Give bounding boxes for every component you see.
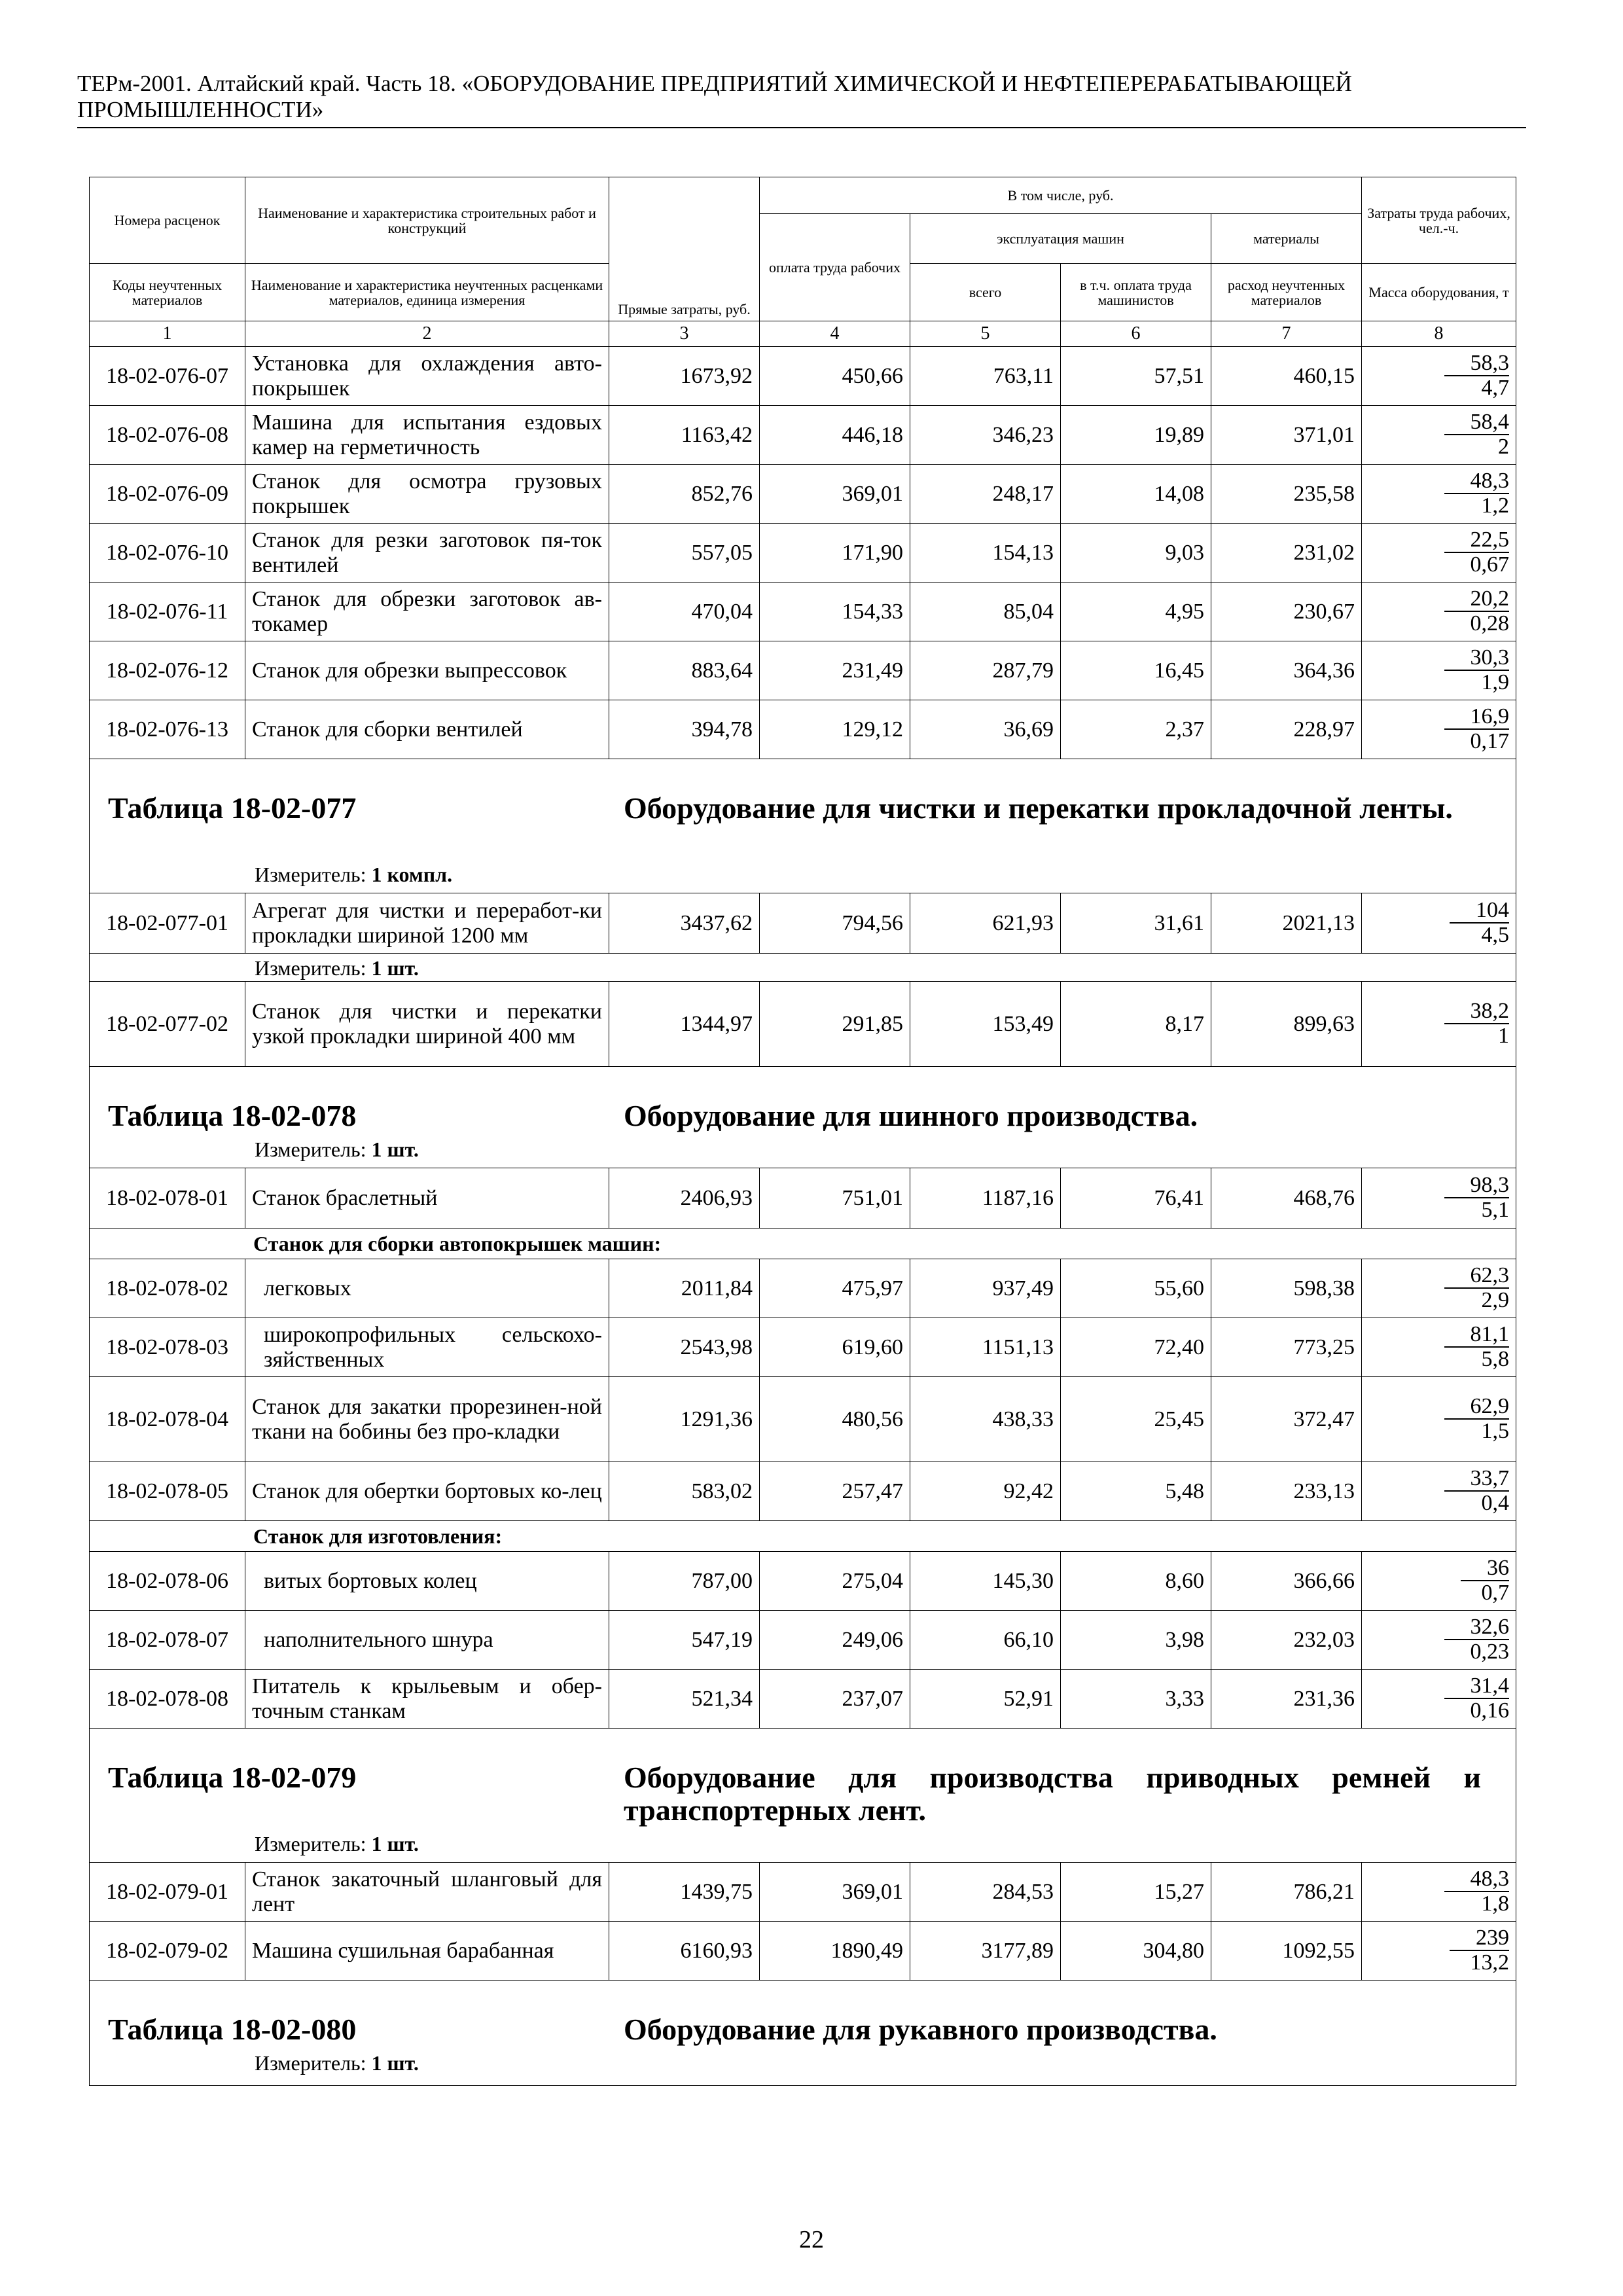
rate-code: 18-02-076-09	[90, 465, 245, 524]
rate-value-c7: 1092,55	[1211, 1922, 1362, 1981]
labor-hours: 32,6	[1444, 1615, 1510, 1640]
rate-value-c3: 557,05	[609, 524, 760, 583]
equipment-mass: 0,28	[1470, 611, 1510, 636]
labor-hours: 33,7	[1444, 1467, 1510, 1492]
rate-value-c7: 235,58	[1211, 465, 1362, 524]
equipment-mass: 2	[1498, 435, 1510, 459]
col-machine-ops: эксплуатация машин	[910, 214, 1211, 264]
rate-name: широкопрофильных сельскохо-зяйственных	[245, 1318, 609, 1377]
labor-mass-fraction	[1444, 1615, 1510, 1664]
rate-value-c6: 16,45	[1061, 641, 1211, 700]
equipment-mass: 0,7	[1481, 1581, 1510, 1605]
rate-name: Станок браслетный	[245, 1168, 609, 1229]
col-index: 8	[1362, 321, 1516, 347]
table-title: Оборудование для производства приводных ремней и транспортерных лент.	[624, 1761, 1481, 1827]
rate-value-c6: 31,61	[1061, 893, 1211, 954]
equipment-mass: 5,1	[1481, 1198, 1510, 1222]
labor-hours: 62,3	[1444, 1264, 1510, 1289]
rate-value-c5: 763,11	[910, 347, 1061, 406]
measure-label: Измеритель:	[255, 956, 366, 980]
equipment-mass: 1,9	[1481, 670, 1510, 694]
labor-mass-fraction	[1450, 899, 1509, 947]
rate-value-c5: 145,30	[910, 1552, 1061, 1611]
labor-mass-cell	[1362, 1611, 1516, 1670]
labor-mass-fraction	[1444, 1264, 1510, 1312]
col-labor: Затраты труда рабочих, чел.-ч.	[1362, 177, 1516, 264]
labor-mass-fraction	[1444, 1467, 1510, 1515]
rate-code: 18-02-076-08	[90, 406, 245, 465]
labor-hours: 30,3	[1444, 646, 1510, 671]
rate-value-c6: 57,51	[1061, 347, 1211, 406]
rate-value-c4: 171,90	[760, 524, 910, 583]
rate-row	[90, 1863, 1516, 1922]
rate-value-c7: 899,63	[1211, 982, 1362, 1067]
labor-hours: 36	[1461, 1556, 1509, 1581]
rate-value-c4: 231,49	[760, 641, 910, 700]
rate-value-c4: 275,04	[760, 1552, 910, 1611]
group-subheading-text: Станок для изготовления:	[90, 1521, 1516, 1552]
rate-value-c4: 249,06	[760, 1611, 910, 1670]
rate-value-c7: 230,67	[1211, 583, 1362, 641]
column-index-row	[90, 321, 1516, 347]
labor-mass-fraction	[1444, 469, 1510, 518]
rate-value-c5: 153,49	[910, 982, 1061, 1067]
equipment-mass: 0,23	[1470, 1640, 1510, 1664]
measure-value: 1 шт.	[371, 956, 419, 980]
col-index: 5	[910, 321, 1061, 347]
equipment-mass: 4,7	[1481, 376, 1510, 400]
rate-row	[90, 982, 1516, 1067]
rate-value-c5: 438,33	[910, 1377, 1061, 1462]
rate-value-c6: 55,60	[1061, 1259, 1211, 1318]
rate-value-c3: 2543,98	[609, 1318, 760, 1377]
labor-mass-fraction	[1444, 646, 1510, 694]
measure-label: Измеритель:	[255, 863, 366, 886]
rate-value-c3: 1439,75	[609, 1863, 760, 1922]
rate-row	[90, 583, 1516, 641]
labor-hours: 239	[1450, 1926, 1509, 1951]
document-header: ТЕРм-2001. Алтайский край. Часть 18. «ОБОРУДОВАНИЕ ПРЕДПРИЯТИЙ ХИМИЧЕСКОЙ И НЕФТЕПЕРЕРАБАТЫВАЮЩЕЙ ПРОМЫШЛЕННОСТИ»	[77, 71, 1352, 122]
rate-value-c4: 154,33	[760, 583, 910, 641]
group-subheading	[90, 1521, 1516, 1552]
labor-hours: 58,4	[1444, 410, 1510, 435]
rate-name: Станок для чистки и перекатки узкой прокладки шириной 400 мм	[245, 982, 609, 1067]
rate-value-c6: 14,08	[1061, 465, 1211, 524]
rate-value-c7: 233,13	[1211, 1462, 1362, 1521]
col-workers-pay: оплата труда рабочих	[760, 214, 910, 321]
rate-value-c5: 248,17	[910, 465, 1061, 524]
col-unaccounted-materials: расход неучтенных материалов	[1211, 264, 1362, 321]
rate-value-c6: 3,33	[1061, 1670, 1211, 1729]
rate-value-c5: 66,10	[910, 1611, 1061, 1670]
col-materials: материалы	[1211, 214, 1362, 264]
rate-code: 18-02-078-06	[90, 1552, 245, 1611]
rate-value-c4: 450,66	[760, 347, 910, 406]
labor-mass-cell	[1362, 1462, 1516, 1521]
rate-code: 18-02-077-02	[90, 982, 245, 1067]
rate-value-c5: 3177,89	[910, 1922, 1061, 1981]
measure-value: 1 шт.	[371, 1832, 419, 1856]
labor-hours: 62,9	[1444, 1395, 1510, 1420]
labor-mass-fraction	[1444, 1395, 1510, 1443]
equipment-mass: 5,8	[1481, 1347, 1510, 1371]
group-subheading	[90, 1229, 1516, 1259]
labor-hours: 20,2	[1444, 587, 1510, 612]
rate-value-c6: 9,03	[1061, 524, 1211, 583]
labor-mass-cell	[1362, 406, 1516, 465]
rate-value-c7: 371,01	[1211, 406, 1362, 465]
table-number: Таблица 18-02-080	[108, 2013, 357, 2046]
page-number: 22	[799, 2226, 824, 2253]
rate-row	[90, 1168, 1516, 1229]
rate-value-c3: 547,19	[609, 1611, 760, 1670]
equipment-mass: 1,5	[1481, 1419, 1510, 1443]
equipment-mass: 2,9	[1481, 1288, 1510, 1312]
table-section-heading	[90, 1981, 1516, 2086]
measure-value: 1 шт.	[371, 2051, 419, 2075]
rate-value-c6: 19,89	[1061, 406, 1211, 465]
table-section-heading	[90, 1729, 1516, 1863]
labor-mass-cell	[1362, 1863, 1516, 1922]
equipment-mass: 1,8	[1481, 1892, 1510, 1916]
rate-value-c6: 304,80	[1061, 1922, 1211, 1981]
labor-mass-cell	[1362, 1168, 1516, 1229]
labor-hours: 98,3	[1444, 1174, 1510, 1198]
measure-unit	[255, 1138, 419, 1161]
rate-value-c5: 284,53	[910, 1863, 1061, 1922]
labor-mass-fraction	[1444, 999, 1510, 1048]
rate-value-c5: 937,49	[910, 1259, 1061, 1318]
rate-value-c6: 76,41	[1061, 1168, 1211, 1229]
rate-value-c5: 287,79	[910, 641, 1061, 700]
rate-name: Станок для осмотра грузовых покрышек	[245, 465, 609, 524]
labor-mass-cell	[1362, 524, 1516, 583]
labor-hours: 48,3	[1444, 469, 1510, 494]
rate-value-c7: 364,36	[1211, 641, 1362, 700]
col-rate-numbers: Номера расценок	[90, 177, 245, 264]
rate-value-c4: 480,56	[760, 1377, 910, 1462]
equipment-mass: 0,16	[1470, 1698, 1510, 1723]
col-drivers-pay: в т.ч. оплата труда машинистов	[1061, 264, 1211, 321]
rate-name: Станок закаточный шланговый для лент	[245, 1863, 609, 1922]
rate-value-c7: 598,38	[1211, 1259, 1362, 1318]
col-direct-costs: Прямые затраты, руб.	[609, 177, 760, 321]
col-material-codes: Коды неучтенных материалов	[90, 264, 245, 321]
rate-code: 18-02-078-05	[90, 1462, 245, 1521]
equipment-mass: 1,2	[1481, 493, 1510, 518]
col-machine-total: всего	[910, 264, 1061, 321]
col-index: 3	[609, 321, 760, 347]
labor-hours: 16,9	[1444, 705, 1510, 730]
table-title: Оборудование для шинного производства.	[624, 1099, 1198, 1132]
rate-value-c7: 372,47	[1211, 1377, 1362, 1462]
rate-code: 18-02-078-07	[90, 1611, 245, 1670]
rate-value-c6: 5,48	[1061, 1462, 1211, 1521]
rate-value-c7: 366,66	[1211, 1552, 1362, 1611]
measure-value: 1 шт.	[371, 1138, 419, 1161]
rate-row	[90, 1259, 1516, 1318]
col-material-names: Наименование и характеристика неучтенных расценками материалов, единица измерения	[245, 264, 609, 321]
rate-row	[90, 1318, 1516, 1377]
rate-name: легковых	[245, 1259, 609, 1318]
rate-value-c4: 369,01	[760, 465, 910, 524]
measure-label: Измеритель:	[255, 1138, 366, 1161]
labor-mass-fraction	[1444, 1174, 1510, 1222]
table-section-heading	[90, 759, 1516, 893]
col-index: 6	[1061, 321, 1211, 347]
labor-mass-fraction	[1444, 1674, 1510, 1723]
labor-mass-fraction	[1444, 1323, 1510, 1371]
rates-table-container	[89, 177, 1516, 2086]
rate-value-c7: 2021,13	[1211, 893, 1362, 954]
rate-value-c6: 3,98	[1061, 1611, 1211, 1670]
col-equipment-mass: Масса оборудования, т	[1362, 264, 1516, 321]
rate-name: Станок для обрезки заготовок ав-токамер	[245, 583, 609, 641]
rate-code: 18-02-076-12	[90, 641, 245, 700]
rate-value-c3: 1673,92	[609, 347, 760, 406]
rate-value-c7: 232,03	[1211, 1611, 1362, 1670]
rate-value-c5: 36,69	[910, 700, 1061, 759]
labor-mass-cell	[1362, 893, 1516, 954]
rate-value-c7: 231,02	[1211, 524, 1362, 583]
rates-table	[89, 177, 1516, 2086]
measure-value: 1 компл.	[371, 863, 453, 886]
rate-name: Питатель к крыльевым и обер-точным станкам	[245, 1670, 609, 1729]
equipment-mass: 13,2	[1470, 1950, 1510, 1975]
rate-row	[90, 893, 1516, 954]
rate-value-c7: 231,36	[1211, 1670, 1362, 1729]
labor-mass-cell	[1362, 465, 1516, 524]
rate-value-c3: 1291,36	[609, 1377, 760, 1462]
rate-value-c4: 446,18	[760, 406, 910, 465]
col-index: 7	[1211, 321, 1362, 347]
rate-name: Установка для охлаждения авто-покрышек	[245, 347, 609, 406]
table-number: Таблица 18-02-077	[108, 791, 357, 825]
rate-row	[90, 524, 1516, 583]
table-title: Оборудование для рукавного производства.	[624, 2013, 1217, 2046]
rate-code: 18-02-078-04	[90, 1377, 245, 1462]
rate-value-c4: 257,47	[760, 1462, 910, 1521]
labor-mass-cell	[1362, 1670, 1516, 1729]
rate-value-c3: 2011,84	[609, 1259, 760, 1318]
rate-name: Станок для сборки вентилей	[245, 700, 609, 759]
rate-row	[90, 700, 1516, 759]
labor-hours: 38,2	[1444, 999, 1510, 1024]
labor-mass-fraction	[1450, 1926, 1509, 1975]
labor-mass-cell	[1362, 583, 1516, 641]
rate-code: 18-02-076-07	[90, 347, 245, 406]
equipment-mass: 1	[1498, 1024, 1510, 1048]
rate-value-c4: 129,12	[760, 700, 910, 759]
rate-name: наполнительного шнура	[245, 1611, 609, 1670]
labor-mass-cell	[1362, 1259, 1516, 1318]
table-number: Таблица 18-02-079	[108, 1761, 357, 1794]
rate-row	[90, 347, 1516, 406]
rate-name: Станок для резки заготовок пя-ток вентилей	[245, 524, 609, 583]
labor-hours: 58,3	[1444, 351, 1510, 376]
rate-value-c7: 468,76	[1211, 1168, 1362, 1229]
rate-name: Станок для обертки бортовых ко-лец	[245, 1462, 609, 1521]
rate-value-c3: 2406,93	[609, 1168, 760, 1229]
rate-value-c5: 621,93	[910, 893, 1061, 954]
rate-row	[90, 1611, 1516, 1670]
group-subheading-text: Станок для сборки автопокрышек машин:	[90, 1229, 1516, 1259]
rate-value-c5: 346,23	[910, 406, 1061, 465]
rate-name: Машина для испытания ездовых камер на герметичность	[245, 406, 609, 465]
rate-code: 18-02-078-08	[90, 1670, 245, 1729]
labor-hours: 81,1	[1444, 1323, 1510, 1348]
rate-value-c3: 470,04	[609, 583, 760, 641]
labor-mass-cell	[1362, 700, 1516, 759]
rate-value-c7: 773,25	[1211, 1318, 1362, 1377]
rate-value-c5: 85,04	[910, 583, 1061, 641]
rate-code: 18-02-079-01	[90, 1863, 245, 1922]
rate-code: 18-02-079-02	[90, 1922, 245, 1981]
labor-mass-fraction	[1461, 1556, 1509, 1605]
rate-name: Машина сушильная барабанная	[245, 1922, 609, 1981]
rate-row	[90, 1922, 1516, 1981]
col-rate-names: Наименование и характеристика строительных работ и конструкций	[245, 177, 609, 264]
rate-value-c3: 1344,97	[609, 982, 760, 1067]
labor-mass-cell	[1362, 982, 1516, 1067]
labor-mass-cell	[1362, 1922, 1516, 1981]
labor-mass-fraction	[1444, 587, 1510, 636]
rate-value-c3: 1163,42	[609, 406, 760, 465]
rate-value-c3: 3437,62	[609, 893, 760, 954]
rate-value-c3: 521,34	[609, 1670, 760, 1729]
labor-mass-fraction	[1444, 410, 1510, 459]
rate-code: 18-02-076-10	[90, 524, 245, 583]
rate-value-c6: 15,27	[1061, 1863, 1211, 1922]
labor-mass-cell	[1362, 641, 1516, 700]
rate-value-c3: 394,78	[609, 700, 760, 759]
col-in-total: В том числе, руб.	[760, 177, 1362, 214]
header-rule	[77, 127, 1526, 128]
rate-value-c6: 8,60	[1061, 1552, 1211, 1611]
rate-value-c4: 1890,49	[760, 1922, 910, 1981]
rate-value-c4: 369,01	[760, 1863, 910, 1922]
rate-name: Агрегат для чистки и переработ-ки прокладки шириной 1200 мм	[245, 893, 609, 954]
rate-row	[90, 641, 1516, 700]
labor-hours: 22,5	[1444, 528, 1510, 553]
col-index: 2	[245, 321, 609, 347]
labor-mass-cell	[1362, 347, 1516, 406]
col-index: 4	[760, 321, 910, 347]
rate-row	[90, 1377, 1516, 1462]
equipment-mass: 0,17	[1470, 729, 1510, 753]
labor-mass-fraction	[1444, 528, 1510, 577]
rate-code: 18-02-078-02	[90, 1259, 245, 1318]
rate-row	[90, 465, 1516, 524]
measure-unit	[255, 1832, 419, 1856]
labor-mass-fraction	[1444, 351, 1510, 400]
rate-code: 18-02-076-13	[90, 700, 245, 759]
rate-value-c4: 237,07	[760, 1670, 910, 1729]
labor-hours: 48,3	[1444, 1867, 1510, 1892]
equipment-mass: 4,5	[1481, 923, 1510, 947]
table-number: Таблица 18-02-078	[108, 1099, 357, 1132]
rate-row	[90, 406, 1516, 465]
rate-value-c4: 751,01	[760, 1168, 910, 1229]
rate-value-c7: 228,97	[1211, 700, 1362, 759]
rate-row	[90, 1670, 1516, 1729]
rate-value-c3: 787,00	[609, 1552, 760, 1611]
labor-mass-cell	[1362, 1318, 1516, 1377]
equipment-mass: 0,67	[1470, 552, 1510, 577]
rate-value-c4: 619,60	[760, 1318, 910, 1377]
rate-code: 18-02-078-03	[90, 1318, 245, 1377]
rate-value-c3: 583,02	[609, 1462, 760, 1521]
labor-mass-fraction	[1444, 705, 1510, 753]
rate-code: 18-02-077-01	[90, 893, 245, 954]
rate-value-c5: 1187,16	[910, 1168, 1061, 1229]
rate-value-c6: 8,17	[1061, 982, 1211, 1067]
rate-value-c5: 154,13	[910, 524, 1061, 583]
measure-label: Измеритель:	[255, 1832, 366, 1856]
col-index: 1	[90, 321, 245, 347]
measure-row	[90, 954, 1516, 982]
equipment-mass: 0,4	[1481, 1491, 1510, 1515]
measure-unit	[255, 2051, 419, 2075]
rate-value-c3: 6160,93	[609, 1922, 760, 1981]
measure-unit	[255, 863, 452, 886]
rate-value-c5: 92,42	[910, 1462, 1061, 1521]
rate-value-c3: 852,76	[609, 465, 760, 524]
rate-value-c4: 794,56	[760, 893, 910, 954]
rate-name: витых бортовых колец	[245, 1552, 609, 1611]
table-title: Оборудование для чистки и перекатки прокладочной ленты.	[624, 791, 1453, 825]
rate-row	[90, 1462, 1516, 1521]
rate-name: Станок для обрезки выпрессовок	[245, 641, 609, 700]
rate-value-c5: 52,91	[910, 1670, 1061, 1729]
rate-value-c6: 72,40	[1061, 1318, 1211, 1377]
labor-hours: 31,4	[1444, 1674, 1510, 1699]
rate-value-c7: 460,15	[1211, 347, 1362, 406]
rate-value-c6: 25,45	[1061, 1377, 1211, 1462]
labor-mass-fraction	[1444, 1867, 1510, 1916]
rate-value-c6: 4,95	[1061, 583, 1211, 641]
labor-mass-cell	[1362, 1377, 1516, 1462]
rate-name: Станок для закатки прорезинен-ной ткани на бобины без про-кладки	[245, 1377, 609, 1462]
rate-value-c7: 786,21	[1211, 1863, 1362, 1922]
rate-value-c3: 883,64	[609, 641, 760, 700]
measure-label: Измеритель:	[255, 2051, 366, 2075]
rate-value-c4: 475,97	[760, 1259, 910, 1318]
rate-value-c5: 1151,13	[910, 1318, 1061, 1377]
rate-value-c4: 291,85	[760, 982, 910, 1067]
table-section-heading	[90, 1067, 1516, 1168]
rate-row	[90, 1552, 1516, 1611]
labor-mass-cell	[1362, 1552, 1516, 1611]
rate-code: 18-02-078-01	[90, 1168, 245, 1229]
rate-value-c6: 2,37	[1061, 700, 1211, 759]
rate-code: 18-02-076-11	[90, 583, 245, 641]
measure-unit	[255, 956, 419, 980]
labor-hours: 104	[1450, 899, 1509, 924]
